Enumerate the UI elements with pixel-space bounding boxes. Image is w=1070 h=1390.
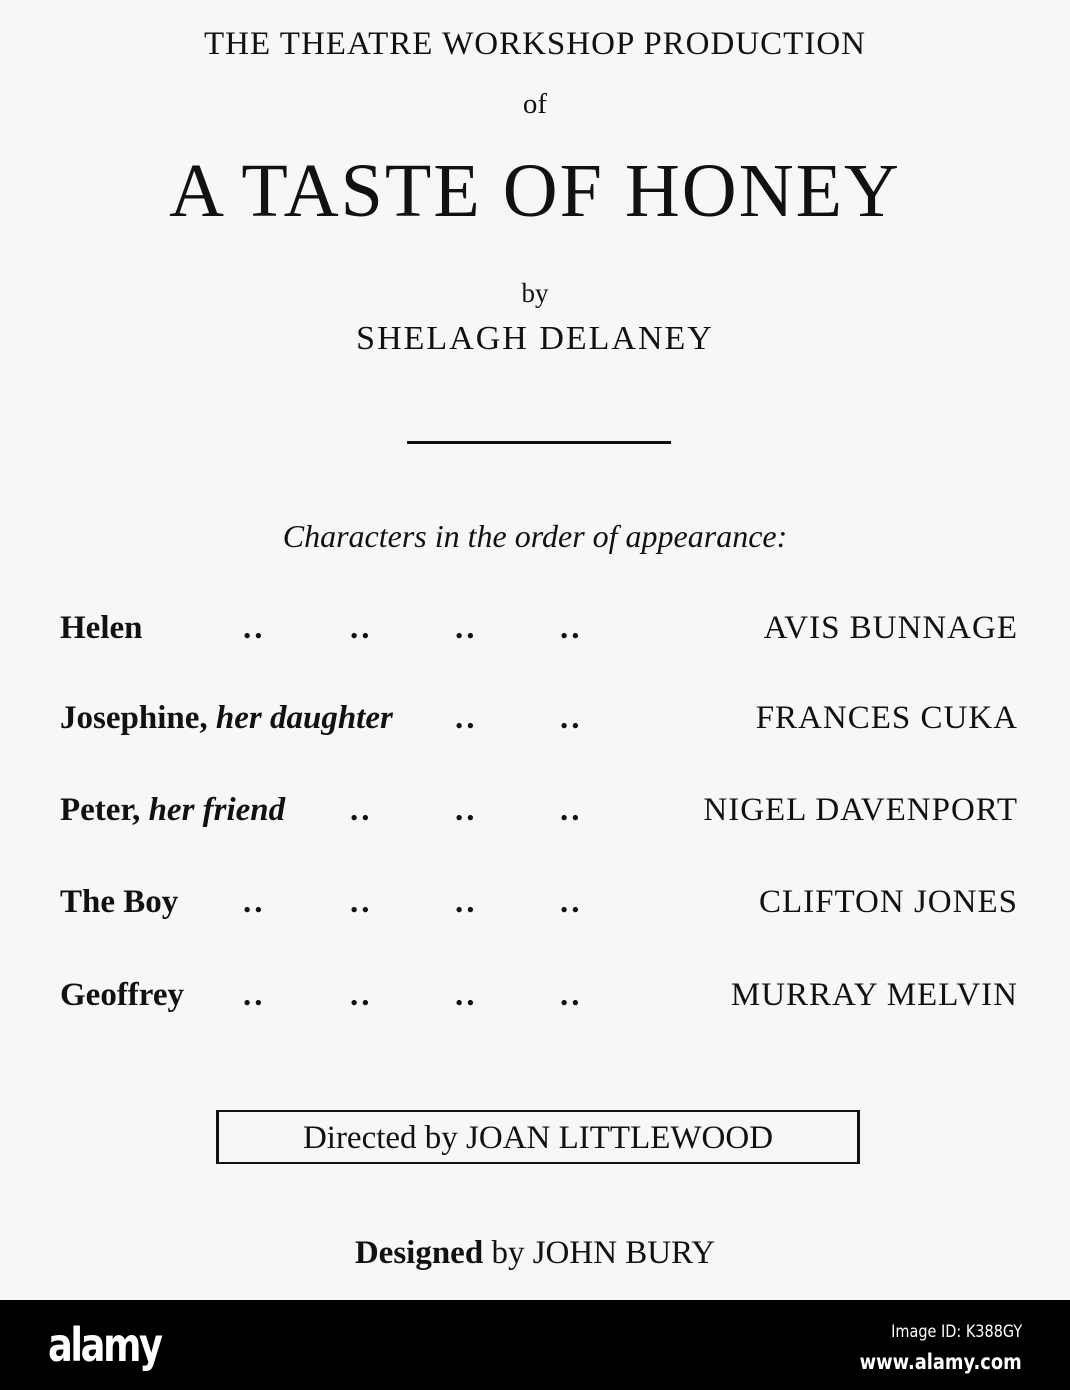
play-title: A TASTE OF HONEY (169, 149, 901, 233)
actor-name: MURRAY MELVIN (730, 977, 1018, 1013)
of-line: of (522, 88, 548, 120)
leader-dots: .. (350, 610, 373, 646)
character-role (60, 792, 285, 829)
leader-dots: .. (455, 977, 478, 1013)
cast-row (60, 700, 1018, 740)
leader-dots: .. (455, 792, 478, 828)
character-name: Josephine, (60, 700, 208, 736)
character-name: Helen (60, 610, 143, 646)
leader-dots: .. (560, 700, 583, 736)
leader-dots: .. (455, 610, 478, 646)
designer-name: by JOHN BURY (483, 1235, 716, 1271)
by-line: by (521, 278, 549, 308)
cast-row (60, 977, 1018, 1017)
character-role (60, 610, 142, 647)
cast-row (60, 792, 1018, 832)
leader-dots: .. (350, 884, 373, 920)
actor-name: FRANCES CUKA (755, 700, 1018, 736)
leader-dots: .. (560, 884, 583, 920)
character-name: Peter, (60, 792, 141, 828)
leader-dots: .. (243, 977, 266, 1013)
director-box: Directed by JOAN LITTLEWOOD (216, 1110, 860, 1164)
actor-name: CLIFTON JONES (758, 884, 1018, 920)
cast-row (60, 884, 1018, 924)
leader-dots: .. (560, 977, 583, 1013)
producer-line: THE THEATRE WORKSHOP PRODUCTION (204, 26, 866, 62)
leader-dots: .. (243, 610, 266, 646)
leader-dots: .. (455, 700, 478, 736)
image-id: Image ID: K388GY (890, 1322, 1022, 1342)
divider-rule (407, 441, 671, 444)
cast-row (60, 610, 1018, 650)
watermark-url: www.alamy.com (859, 1350, 1022, 1374)
leader-dots: .. (350, 977, 373, 1013)
actor-name: NIGEL DAVENPORT (703, 792, 1018, 828)
designed-label: Designed (354, 1235, 484, 1271)
watermark-bar (0, 1300, 1070, 1390)
actor-name: AVIS BUNNAGE (763, 610, 1018, 646)
leader-dots: .. (243, 884, 266, 920)
leader-dots: .. (560, 792, 583, 828)
cast-heading: Characters in the order of appearance: (282, 518, 788, 554)
author-name: SHELAGH DELANEY (356, 320, 714, 357)
character-descriptor: her daughter (215, 700, 393, 736)
leader-dots: .. (350, 792, 373, 828)
alamy-logo: alamy (48, 1318, 161, 1372)
designer-credit (0, 1235, 1070, 1272)
character-name: The Boy (60, 884, 179, 920)
character-role (60, 700, 393, 737)
character-descriptor: her friend (148, 792, 286, 828)
character-role (60, 977, 184, 1014)
leader-dots: .. (560, 610, 583, 646)
leader-dots: .. (455, 884, 478, 920)
character-name: Geoffrey (60, 977, 184, 1013)
character-role (60, 884, 178, 921)
